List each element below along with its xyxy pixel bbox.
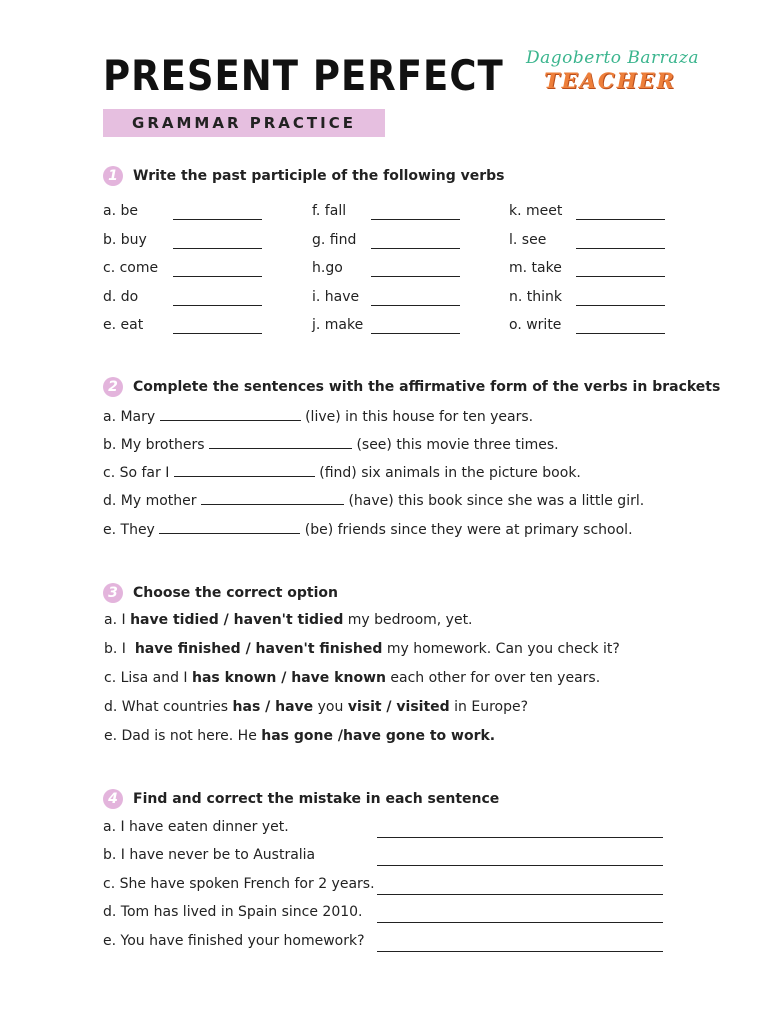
- sentence-end: (see) this movie three times.: [356, 437, 559, 453]
- subtitle-text: GRAMMAR PRACTICE: [132, 114, 356, 132]
- incorrect-sentence: d. Tom has lived in Spain since 2010.: [103, 904, 363, 920]
- sentence-text: my bedroom, yet.: [343, 612, 473, 628]
- answer-blank[interactable]: [173, 305, 262, 306]
- sentence-start: c. So far I: [103, 465, 170, 481]
- correction-line[interactable]: [377, 865, 663, 866]
- verb-label: o. write: [509, 317, 562, 333]
- verb-label: l. see: [509, 232, 547, 248]
- section-3-instruction: Choose the correct option: [133, 585, 339, 601]
- page-title: PRESENT PERFECT: [103, 52, 504, 101]
- option-choice[interactable]: visit / visited: [347, 699, 450, 715]
- option-sentence: [104, 641, 620, 657]
- verb-label: c. come: [103, 260, 159, 276]
- answer-blank[interactable]: [371, 219, 460, 220]
- section-2-instruction: Complete the sentences with the affirmative form of the verbs in brackets: [133, 379, 721, 395]
- sentence-text: b. I: [104, 641, 135, 657]
- section-1-number-badge: 1: [103, 166, 123, 186]
- correction-line[interactable]: [377, 951, 663, 952]
- sentence-start: d. My mother: [103, 493, 197, 509]
- option-choice[interactable]: have finished / haven't finished: [134, 641, 383, 657]
- logo-role: TEACHER: [544, 68, 676, 93]
- verb-label: h.go: [312, 260, 343, 276]
- answer-blank[interactable]: [173, 276, 262, 277]
- verb-label: g. find: [312, 232, 357, 248]
- sentence-end: (be) friends since they were at primary school.: [304, 522, 633, 538]
- verb-label: m. take: [509, 260, 562, 276]
- sentence-end: (find) six animals in the picture book.: [319, 465, 581, 481]
- answer-blank[interactable]: [371, 276, 460, 277]
- sentence-text: each other for over ten years.: [385, 670, 601, 686]
- section-4-heading: [103, 788, 499, 810]
- option-sentence: [104, 612, 473, 628]
- answer-blank[interactable]: [576, 276, 665, 277]
- answer-blank[interactable]: [209, 447, 352, 449]
- answer-blank[interactable]: [159, 532, 300, 534]
- verb-label: a. be: [103, 203, 138, 219]
- sentence-start: a. Mary: [103, 409, 156, 425]
- verb-label: b. buy: [103, 232, 147, 248]
- subtitle-banner: [103, 109, 385, 137]
- section-1-instruction: Write the past participle of the following verbs: [133, 168, 505, 184]
- option-sentence: [104, 699, 528, 715]
- sentence-start: e. They: [103, 522, 155, 538]
- answer-blank[interactable]: [173, 219, 262, 220]
- sentence-end: (live) in this house for ten years.: [305, 409, 534, 425]
- sentence-text: c. Lisa and I: [104, 670, 192, 686]
- section-3-number-badge: 3: [103, 583, 123, 603]
- correction-line[interactable]: [377, 837, 663, 838]
- answer-blank[interactable]: [576, 333, 665, 334]
- option-choice[interactable]: has gone /have gone to work.: [261, 728, 496, 744]
- verb-label: f. fall: [312, 203, 347, 219]
- answer-blank[interactable]: [173, 248, 262, 249]
- sentence-item: [103, 493, 644, 509]
- section-1-heading: [103, 165, 505, 187]
- verb-label: j. make: [312, 317, 364, 333]
- verb-label: e. eat: [103, 317, 144, 333]
- sentence-item: [103, 409, 533, 425]
- incorrect-sentence: b. I have never be to Australia: [103, 847, 316, 863]
- teacher-logo: [520, 48, 720, 98]
- sentence-text: my homework. Can you check it?: [382, 641, 620, 657]
- answer-blank[interactable]: [160, 419, 301, 421]
- section-2-number-badge: 2: [103, 377, 123, 397]
- sentence-text: you: [313, 699, 348, 715]
- correction-line[interactable]: [377, 894, 663, 895]
- sentence-text: d. What countries: [104, 699, 233, 715]
- logo-signature: Dagoberto Barraza: [526, 48, 700, 68]
- sentence-text: a. I: [104, 612, 131, 628]
- option-sentence: [104, 728, 495, 744]
- section-2-heading: [103, 376, 720, 398]
- answer-blank[interactable]: [576, 248, 665, 249]
- answer-blank[interactable]: [576, 305, 665, 306]
- verb-label: n. think: [509, 289, 563, 305]
- answer-blank[interactable]: [201, 503, 344, 505]
- sentence-end: (have) this book since she was a little girl.: [348, 493, 645, 509]
- section-4-number-badge: 4: [103, 789, 123, 809]
- answer-blank[interactable]: [173, 333, 262, 334]
- answer-blank[interactable]: [576, 219, 665, 220]
- answer-blank[interactable]: [371, 248, 460, 249]
- answer-blank[interactable]: [174, 475, 315, 477]
- answer-blank[interactable]: [371, 305, 460, 306]
- verb-label: k. meet: [509, 203, 563, 219]
- correction-line[interactable]: [377, 922, 663, 923]
- option-choice[interactable]: has known / have known: [191, 670, 386, 686]
- section-3-heading: [103, 582, 338, 604]
- option-sentence: [104, 670, 600, 686]
- answer-blank[interactable]: [371, 333, 460, 334]
- sentence-item: [103, 522, 633, 538]
- sentence-item: [103, 465, 581, 481]
- incorrect-sentence: e. You have finished your homework?: [103, 933, 365, 949]
- sentence-text: e. Dad is not here. He: [104, 728, 262, 744]
- sentence-item: [103, 437, 559, 453]
- sentence-text: in Europe?: [449, 699, 529, 715]
- sentence-start: b. My brothers: [103, 437, 205, 453]
- option-choice[interactable]: have tidied / haven't tidied: [130, 612, 344, 628]
- section-4-instruction: Find and correct the mistake in each sentence: [133, 791, 500, 807]
- verb-label: d. do: [103, 289, 139, 305]
- verb-label: i. have: [312, 289, 360, 305]
- incorrect-sentence: a. I have eaten dinner yet.: [103, 819, 289, 835]
- incorrect-sentence: c. She have spoken French for 2 years.: [103, 876, 375, 892]
- option-choice[interactable]: has / have: [232, 699, 314, 715]
